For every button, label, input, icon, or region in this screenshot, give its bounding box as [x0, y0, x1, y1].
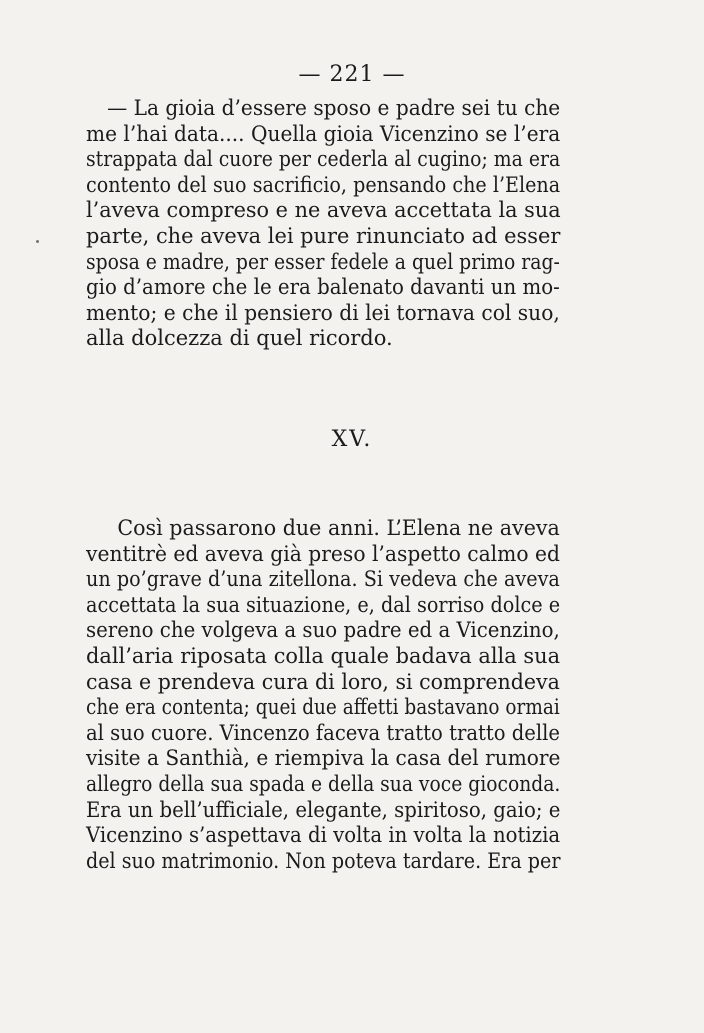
text-line: visite a Santhià, e riempiva la casa del rumore	[86, 746, 561, 771]
chapter-heading: XV.	[331, 427, 373, 452]
text-line: Così passarono due anni. L’Elena ne aveva	[117, 516, 560, 540]
text-line: — La gioia d’essere sposo e padre sei tu che	[107, 96, 561, 120]
text-line: contento del suo sacrificio, pensando che l’Elena	[86, 172, 561, 197]
text-line: strappata dal cuore per cederla al cugino; ma era	[86, 147, 561, 172]
text-line: sereno che volgeva a suo padre ed a Vicenzino,	[86, 618, 560, 643]
text-line: l’aveva compreso e ne aveva accettata la sua	[86, 198, 561, 223]
text-line: accettata la sua situazione, e, dal sorriso dolce e	[86, 592, 561, 617]
text-line: dall’aria riposata colla quale badava alla sua	[86, 643, 561, 668]
text-line: del suo matrimonio. Non poteva tardare. Era per	[86, 848, 561, 873]
text-line: Vicenzino s’aspettava di volta in volta la notizia	[86, 823, 561, 848]
page-number: — 221 —	[298, 62, 406, 87]
text-line: che era contenta; quei due affetti bastavano ormai	[86, 695, 560, 720]
text-line: mento; e che il pensiero di lei tornava col suo,	[86, 300, 560, 325]
paragraph-1	[86, 96, 560, 352]
text-line: sposa e madre, per esser fedele a quel primo rag-	[86, 249, 560, 274]
text-line: al suo cuore. Vincenzo faceva tratto tratto delle	[86, 720, 561, 745]
text-line: Era un bell’ufficiale, elegante, spiritoso, gaio; e	[86, 797, 561, 822]
text-line: me l’hai data.... Quella gioia Vicenzino se l’era	[86, 121, 561, 146]
ink-speck	[36, 240, 39, 243]
text-line: alla dolcezza di quel ricordo.	[86, 326, 393, 351]
paragraph-2	[86, 516, 560, 874]
text-line: parte, che aveva lei pure rinunciato ad esser	[86, 223, 561, 248]
text-line: ventitrè ed aveva già preso l’aspetto calmo ed	[86, 541, 560, 566]
text-line: un po’grave d’una zitellona. Si vedeva che aveva	[86, 567, 560, 592]
text-line: gio d’amore che le era balenato davanti un mo-	[86, 275, 560, 300]
text-line: allegro della sua spada e della sua voce gioconda.	[86, 771, 561, 796]
text-line: casa e prendeva cura di loro, si comprendeva	[86, 669, 560, 694]
